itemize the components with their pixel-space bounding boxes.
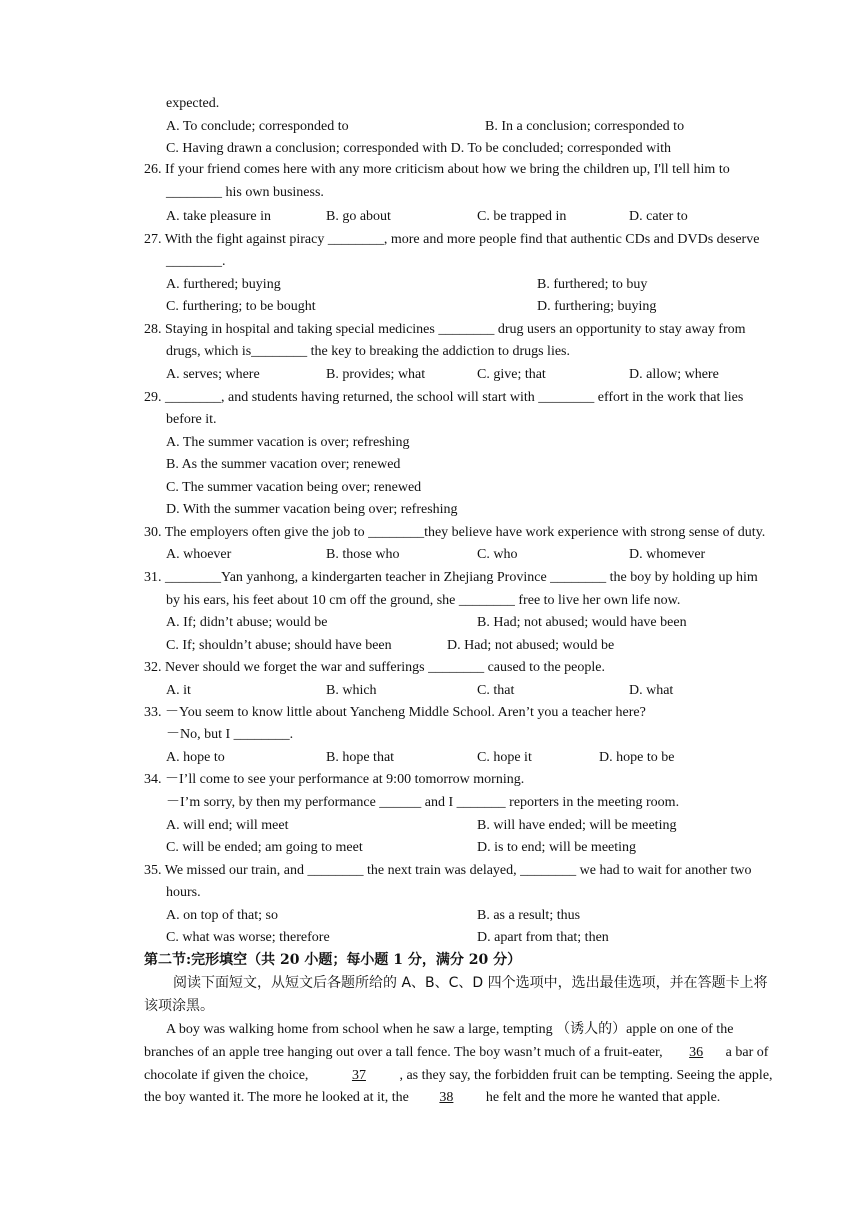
q34-stem: 34. －I’ll come to see your performance at 9:00 tomorrow morning. [144,772,525,787]
q26-option-b: B. go about [326,209,391,224]
q32-option-b: B. which [326,683,377,698]
passage-text: a bar of [725,1045,769,1060]
q30-option-b: B. those who [326,547,400,562]
passage-line-4 [144,1089,720,1107]
q28-stem: 28. Staying in hospital and taking special medicines ________ drug users an opportunity to stay away from [144,322,746,337]
q33-option-d: D. hope to be [599,750,675,765]
q27-option-a: A. furthered; buying [166,277,281,292]
q27-stem-cont: ________. [166,254,226,269]
passage-line-2 [144,1044,768,1062]
q34-option-b: B. will have ended; will be meeting [477,818,677,833]
cloze-blank-36: 36 [689,1045,704,1060]
q27-stem: 27. With the fight against piracy ________, more and more people find that authentic CDs and DVDs deserve [144,232,760,247]
q33-stem-cont: －No, but I ________. [166,727,294,742]
q32-stem: 32. Never should we forget the war and sufferings ________ caused to the people. [144,660,605,675]
q35-stem-cont: hours. [166,885,201,900]
q31-option-d: D. Had; not abused; would be [447,638,615,653]
q25-stem-tail: expected. [166,96,220,111]
q35-stem: 35. We missed our train, and ________ the next train was delayed, ________ we had to wait for another two [144,863,752,878]
q33-option-b: B. hope that [326,750,395,765]
q31-stem-cont: by his ears, his feet about 10 cm off the ground, she ________ free to live her own life now. [166,593,681,608]
q26-stem-cont: ________ his own business. [166,185,324,200]
passage-text: branches of an apple tree hanging out over a tall fence. The boy wasn’t much of a fruit-eater, [144,1045,663,1060]
q32-option-c: C. that [477,683,515,698]
section-instructions-cont: 该项涂黑。 [144,998,214,1014]
q29-option-b: B. As the summer vacation over; renewed [166,457,401,472]
q31-option-c: C. If; shouldn’t abuse; should have been [166,638,392,653]
q34-option-c: C. will be ended; am going to meet [166,840,363,855]
q25-option-a: A. To conclude; corresponded to [166,119,349,134]
q27-option-c: C. furthering; to be bought [166,299,316,314]
q30-option-c: C. who [477,547,518,562]
passage-line-3 [144,1067,773,1085]
passage-line-1: A boy was walking home from school when he saw a large, tempting （诱人的）apple on one of the [166,1022,734,1037]
q28-option-b: B. provides; what [326,367,426,382]
passage-text: chocolate if given the choice, [144,1068,309,1083]
q35-option-a: A. on top of that; so [166,908,278,923]
passage-text: , as they say, the forbidden fruit can be tempting. Seeing the apple, [399,1068,773,1083]
q35-option-c: C. what was worse; therefore [166,930,330,945]
q26-option-a: A. take pleasure in [166,209,271,224]
q26-option-c: C. be trapped in [477,209,567,224]
q34-option-d: D. is to end; will be meeting [477,840,637,855]
section-instructions: 阅读下面短文，从短文后各题所给的 A、B、C、D 四个选项中，选出最佳选项，并在答题卡上将 [173,975,768,991]
q28-option-c: C. give; that [477,367,546,382]
q30-option-d: D. whomever [629,547,706,562]
q35-option-b: B. as a result; thus [477,908,581,923]
q31-option-b: B. Had; not abused; would have been [477,615,687,630]
section-title: 第二节:完形填空（共 20 小题；每小题 1 分，满分 20 分） [144,952,522,968]
passage-text: he felt and the more he wanted that apple. [485,1090,721,1105]
q33-option-c: C. hope it [477,750,532,765]
q31-stem: 31. ________Yan yanhong, a kindergarten teacher in Zhejiang Province ________ the boy by holding up him [144,570,758,585]
q26-option-d: D. cater to [629,209,688,224]
q28-option-d: D. allow; where [629,367,719,382]
q33-stem: 33. －You seem to know little about Yancheng Middle School. Aren’t you a teacher here? [144,705,646,720]
q25-option-c-d: C. Having drawn a conclusion; corresponded with D. To be concluded; corresponded with [166,141,671,156]
q34-option-a: A. will end; will meet [166,818,289,833]
q28-stem-cont: drugs, which is________ the key to breaking the addiction to drugs lies. [166,344,570,359]
q32-option-a: A. it [166,683,191,698]
q25-option-b: B. In a conclusion; corresponded to [485,119,685,134]
q29-stem: 29. ________, and students having returned, the school will start with ________ effort in the work that lies [144,390,744,405]
q29-option-a: A. The summer vacation is over; refreshing [166,435,410,450]
q35-option-d: D. apart from that; then [477,930,609,945]
q29-stem-cont: before it. [166,412,217,427]
q30-stem: 30. The employers often give the job to ________they believe have work experience with strong sense of duty. [144,525,766,540]
q27-option-b: B. furthered; to buy [537,277,648,292]
q27-option-d: D. furthering; buying [537,299,657,314]
q29-option-c: C. The summer vacation being over; renewed [166,480,422,495]
q26-stem: 26. If your friend comes here with any more criticism about how we bring the children up, I'll tell him to [144,162,730,177]
q32-option-d: D. what [629,683,674,698]
q34-stem-cont: －I’m sorry, by then my performance ______ and I _______ reporters in the meeting room. [166,795,680,810]
q29-option-d: D. With the summer vacation being over; refreshing [166,502,458,517]
q28-option-a: A. serves; where [166,367,260,382]
cloze-blank-37: 37 [351,1068,366,1083]
cloze-blank-38: 38 [439,1090,454,1105]
q33-option-a: A. hope to [166,750,225,765]
passage-text: the boy wanted it. The more he looked at it, the [144,1090,409,1105]
q31-option-a: A. If; didn’t abuse; would be [166,615,328,630]
q30-option-a: A. whoever [166,547,232,562]
